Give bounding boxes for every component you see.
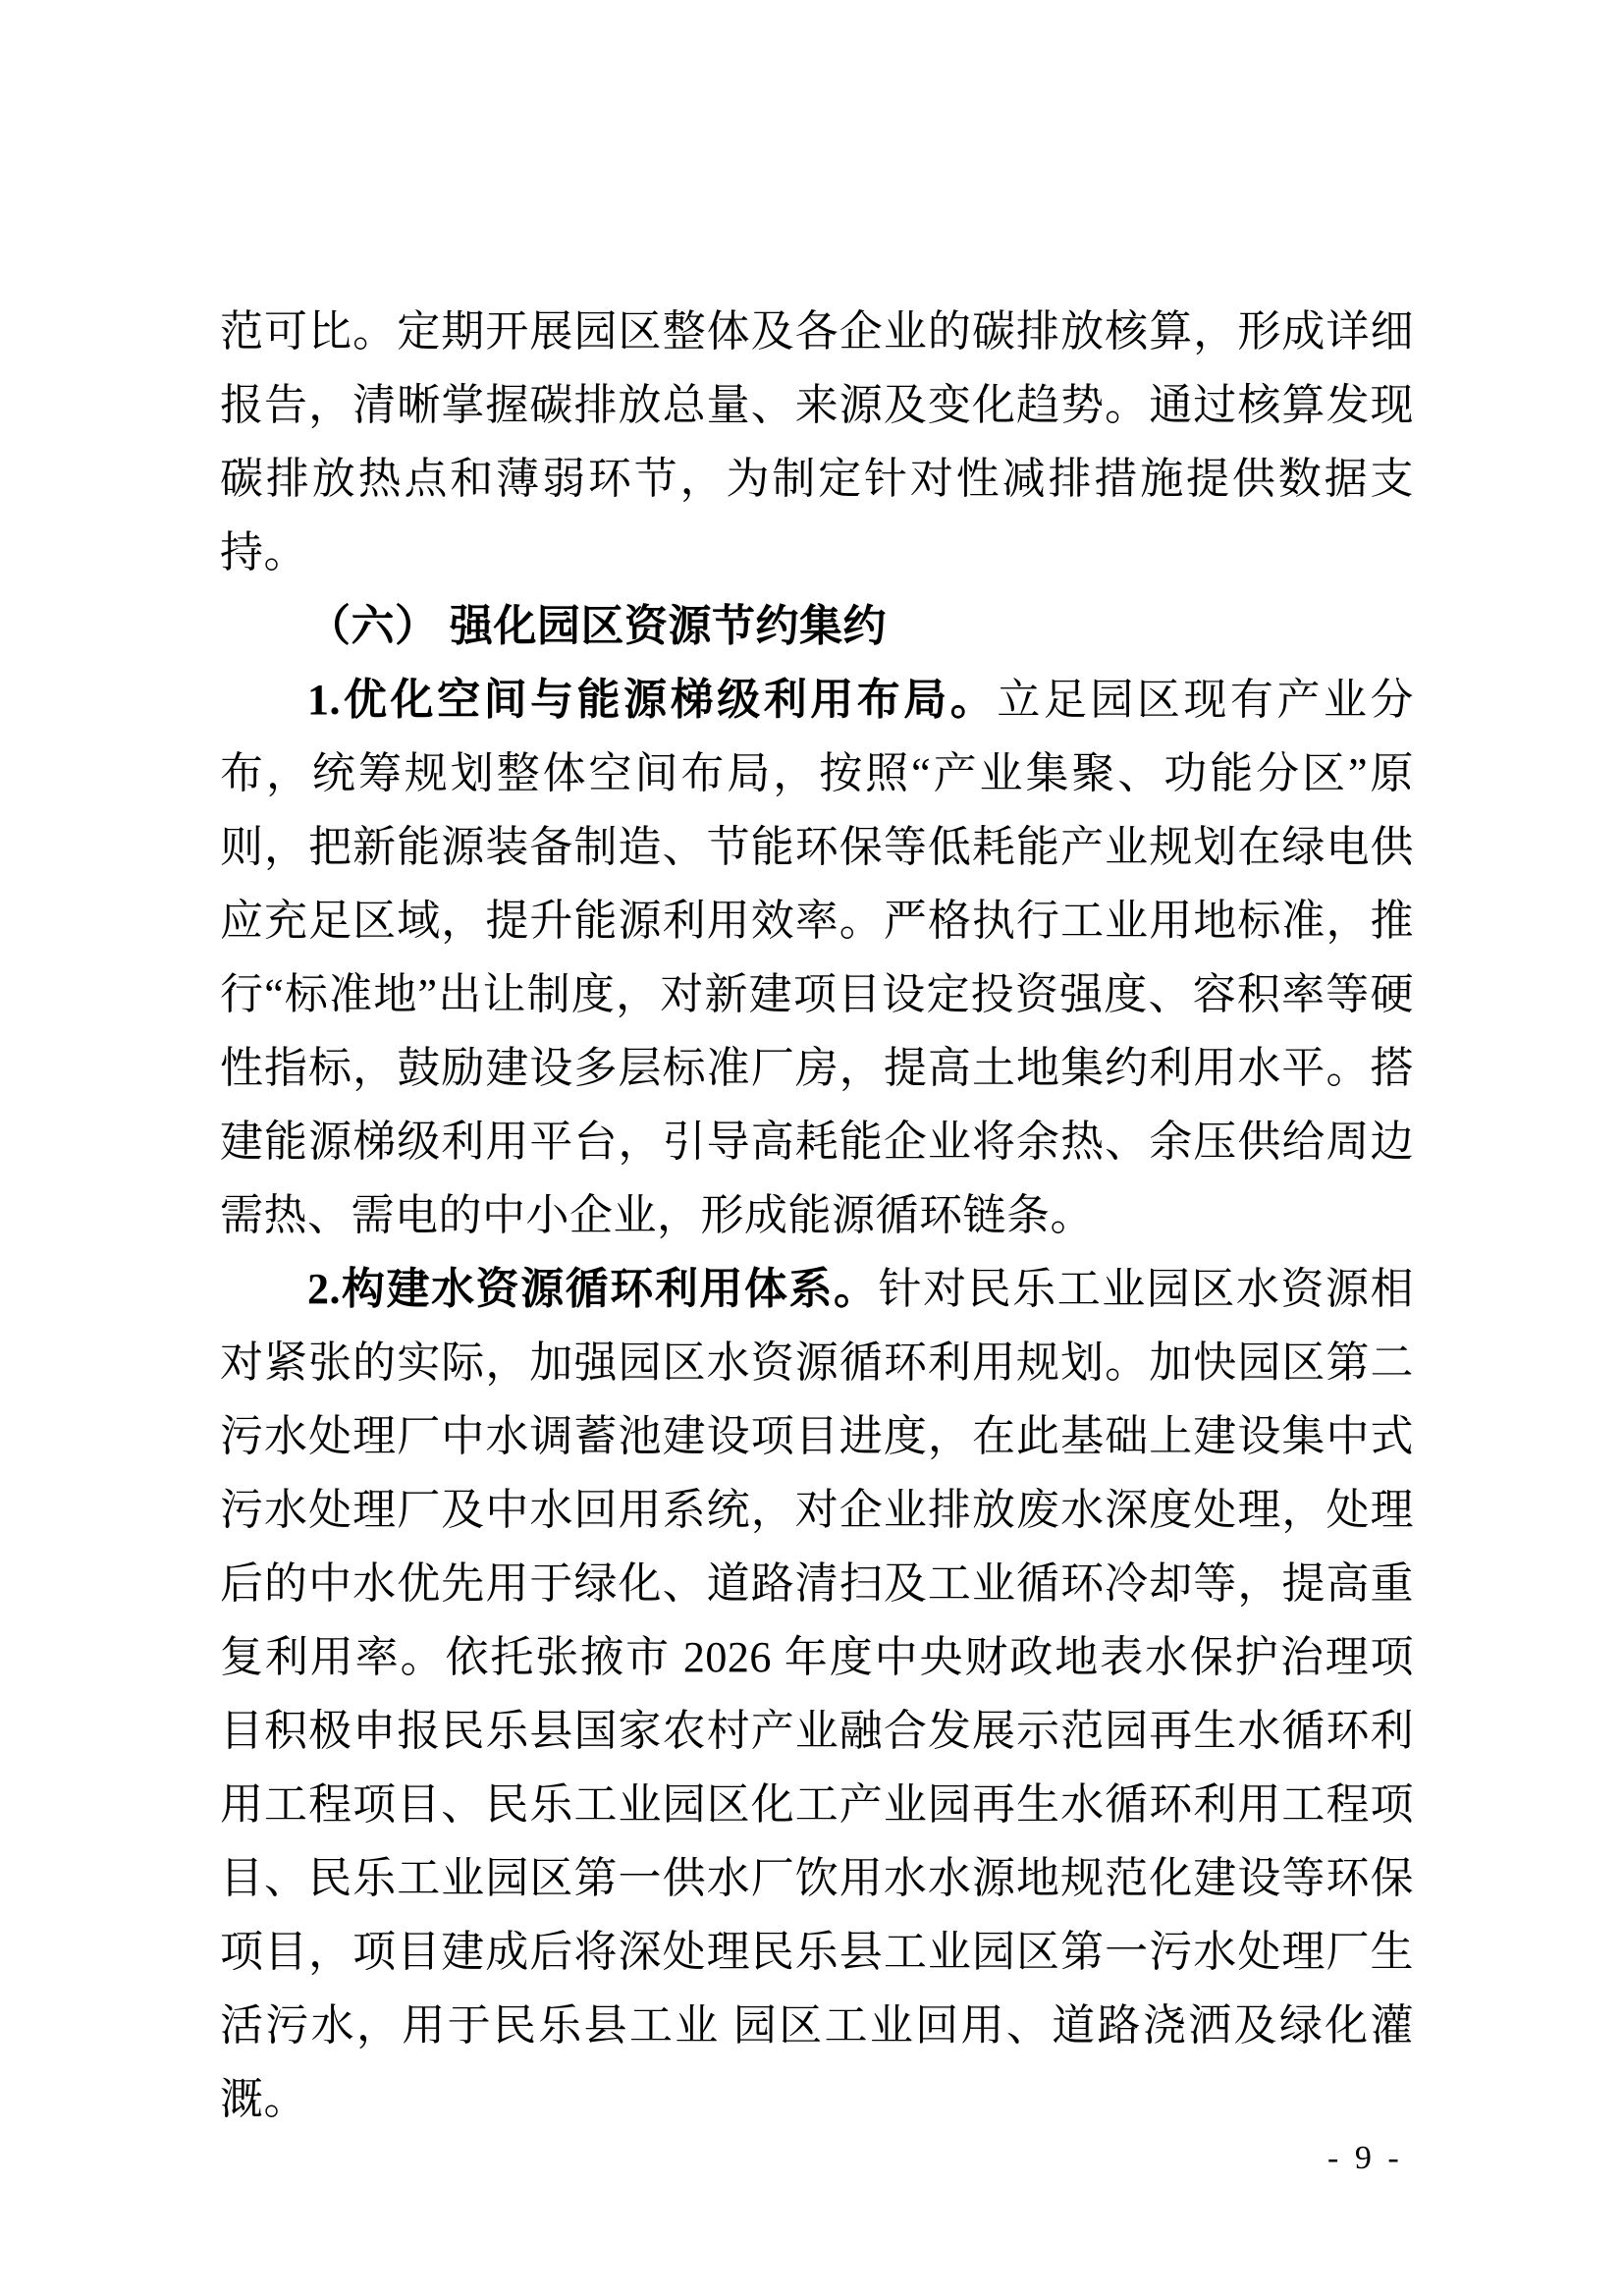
bold-lead-run: （六） 强化园区资源节约集约 [307, 602, 887, 650]
para-1-space-energy-cascade-layout [220, 663, 1414, 1252]
body-text-run: 立足园区现有产业分布，统筹规划整体空间布局，按照“产业集聚、功能分区”原则，把新能源装备制造、节能环保等低耗能产业规划在绿电供应充足区域，提升能源利用效率。严格执行工业用地标准，推行“标准地”出让制度，对新建项目设定投资强度、容积率等硬性指标，鼓励建设多层标准厂房，提高土地集约利用水平。搭建能源梯级利用平台，引导高耗能企业将余热、余压供给周边需热、需电的中小企业，形成能源循环链条。 [220, 676, 1415, 1239]
document-body [220, 295, 1414, 2136]
bold-lead-run: 2.构建水资源循环利用体系。 [307, 1265, 879, 1313]
heading-section-six [220, 589, 1414, 663]
body-text-run: 范可比。定期开展园区整体及各企业的碳排放核算，形成详细报告，清晰掌握碳排放总量、来源及变化趋势。通过核算发现碳排放热点和薄弱环节，为制定针对性减排措施提供数据支持。 [220, 307, 1414, 576]
body-text-run: 针对民乐工业园区水资源相对紧张的实际，加强园区水资源循环利用规划。加快园区第二污水处理厂中水调蓄池建设项目进度，在此基础上建设集中式污水处理厂及中水回用系统，对企业排放废水深度处理，处理后的中水优先用于绿化、道路清扫及工业循环冷却等，提高重复利用率。依托张掖市 2026 年度中央财政地表水保护治理项目积极申报民乐县国家农村产业融合发展示范园再生水循环利用工程项目、民乐工业园区化工产业园再生水循环利用工程项目、民乐工业园区第一供水厂饮用水水源地规范化建设等环保项目，项目建成后将深处理民乐县工业园区第一污水处理厂生活污水，用于民乐县工业 园区工业回用、道路浇洒及绿化灌溉。 [220, 1265, 1415, 2123]
para-carbon-accounting-continued [220, 295, 1414, 589]
para-2-water-recycling-system [220, 1252, 1414, 2136]
page-number: - 9 - [1327, 2140, 1403, 2176]
bold-lead-run: 1.优化空间与能源梯级利用布局。 [307, 676, 998, 724]
